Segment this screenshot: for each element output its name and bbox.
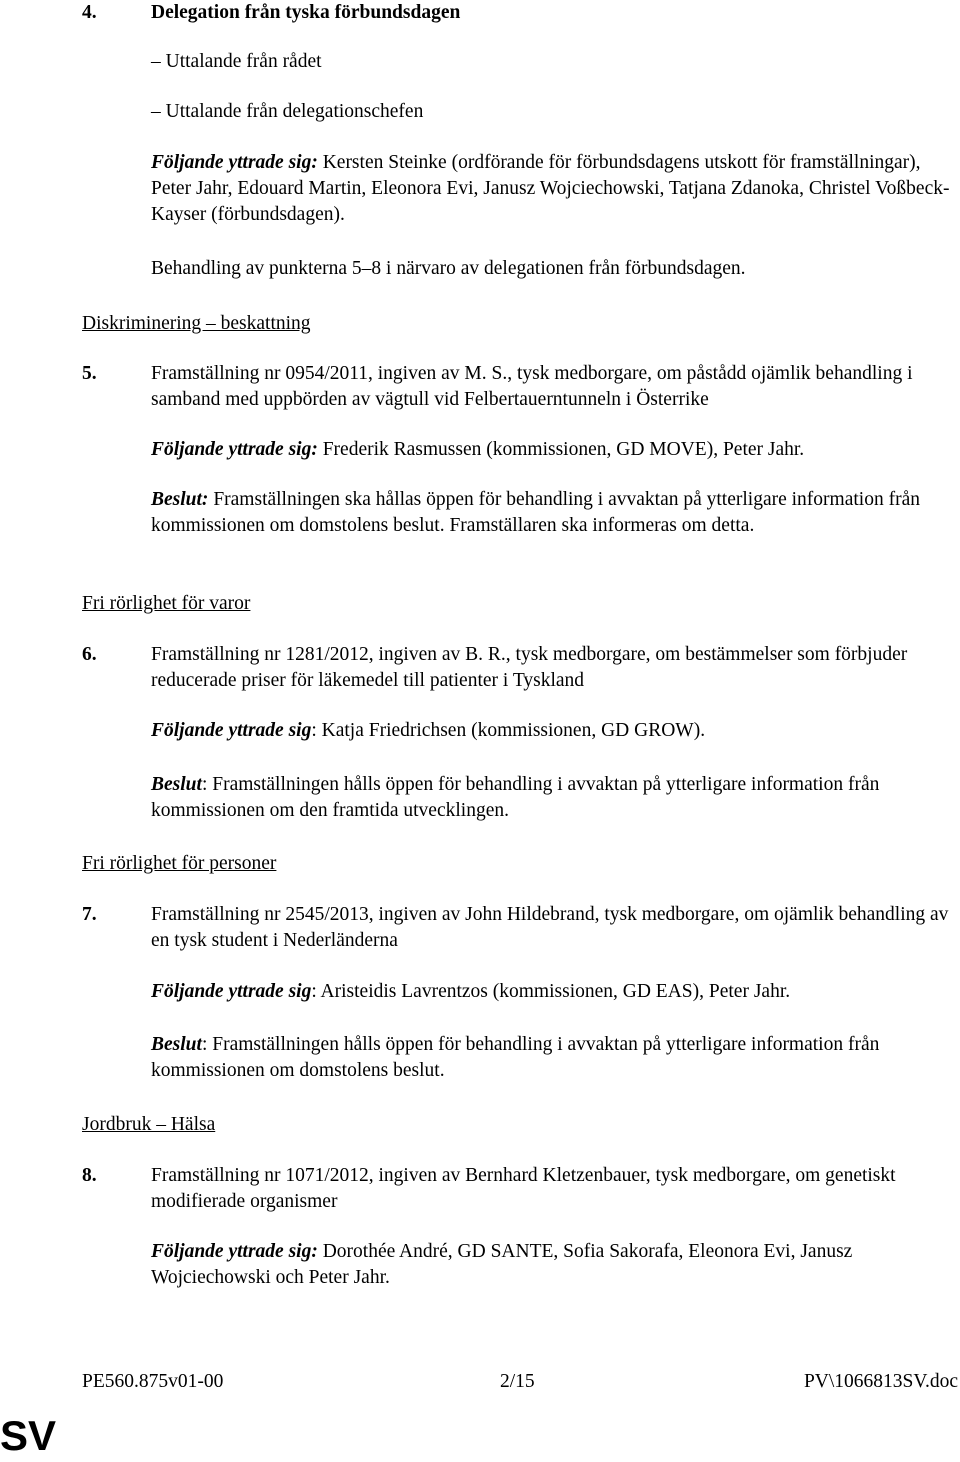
speakers-label: Följande yttrade sig [151,720,312,741]
item-6-number: 6. [82,644,97,665]
item-8-speakers [151,1239,951,1291]
item-8-title: Framställning nr 1071/2012, ingiven av Bernhard Kletzenbauer, tysk medborgare, om genetiskt modifierade organismer [151,1165,896,1212]
decision-text: Framställningen ska hållas öppen för behandling i avvaktan på ytterligare information från kommissionen om domstolens beslut. Framställaren ska informeras om detta. [151,489,920,536]
item-7-speakers [151,979,951,1005]
section-heading-discrimination: Diskriminering – beskattning [82,313,311,334]
item-6-speakers [151,718,951,744]
item-4-note: Behandling av punkterna 5–8 i närvaro av delegationen från förbundsdagen. [151,258,746,279]
item-8-number: 8. [82,1165,97,1186]
item-7-title: Framställning nr 2545/2013, ingiven av John Hildebrand, tysk medborgare, om ojämlik behandling av en tysk student i Nederländerna [151,904,949,951]
section-heading-persons: Fri rörlighet för personer [82,853,277,874]
item-4-statement-council: – Uttalande från rådet [151,51,322,72]
item-6-title [151,642,951,694]
decision-label: Beslut [151,774,202,795]
speakers-text: Kersten Steinke (ordförande för förbundsdagens utskott för framställningar), Peter Jahr, Edouard Martin, Eleonora Evi, Janusz Wojciechowski, Tatjana Zdanoka, Christel Voßbeck-Kayser (förbundsdagen). [151,152,950,225]
section-heading-goods: Fri rörlighet för varor [82,593,251,614]
speakers-label: Följande yttrade sig [151,981,312,1002]
item-5-title-main: Framställning nr 0954/2011, ingiven av M. S. [151,363,508,384]
speakers-label: Följande yttrade sig: [151,439,318,460]
footer-file-name: PV\1066813SV.doc [803,1371,958,1392]
decision-text: : Framställningen hålls öppen för behandling i avvaktan på ytterligare information från kommissionen om den framtida utvecklingen. [151,774,880,821]
item-6-decision [151,772,951,824]
item-5-speakers [151,437,951,463]
speakers-text: Dorothée André, GD SANTE, Sofia Sakorafa, Eleonora Evi, Janusz Wojciechowski och Peter Jahr. [151,1241,853,1288]
decision-label: Beslut [151,1034,202,1055]
decision-label: Beslut: [151,489,209,510]
footer-page-number: 2/15 [500,1371,535,1392]
item-7-decision [151,1032,951,1084]
item-4-number: 4. [82,2,97,23]
speakers-label: Följande yttrade sig: [151,1241,318,1262]
section-heading-agriculture-health: Jordbruk – Hälsa [82,1114,216,1135]
item-5-decision [151,487,951,539]
item-4-statement-chair: – Uttalande från delegationschefen [151,101,424,122]
item-5-title-rest: , tysk medborgare, om påstådd ojämlik behandling i samband med uppbörden av vägtull vid Felbertauerntunneln i Österrike [151,363,913,410]
item-5-title [151,361,951,413]
item-4-speakers [151,150,951,228]
speakers-label: Följande yttrade sig: [151,152,318,173]
item-6-title-main: Framställning nr 1281/2012, ingiven av B. R. [151,644,506,665]
item-6-title-rest: , tysk medborgare, om bestämmelser som förbjuder reducerade priser för läkemedel till patienter i Tyskland [151,644,908,691]
speakers-text: : Aristeidis Lavrentzos (kommissionen, GD EAS), Peter Jahr. [311,981,791,1002]
language-code: SV [0,1412,57,1459]
item-4-title: Delegation från tyska förbundsdagen [151,2,461,23]
item-7-number: 7. [82,904,97,925]
footer-doc-ref: PE560.875v01-00 [82,1371,224,1392]
speakers-text: : Katja Friedrichsen (kommissionen, GD GROW). [311,720,706,741]
speakers-text: Frederik Rasmussen (kommissionen, GD MOVE), Peter Jahr. [317,439,805,460]
decision-text: : Framställningen hålls öppen för behandling i avvaktan på ytterligare information från kommissionen om domstolens beslut. [151,1034,880,1081]
item-5-number: 5. [82,363,97,384]
